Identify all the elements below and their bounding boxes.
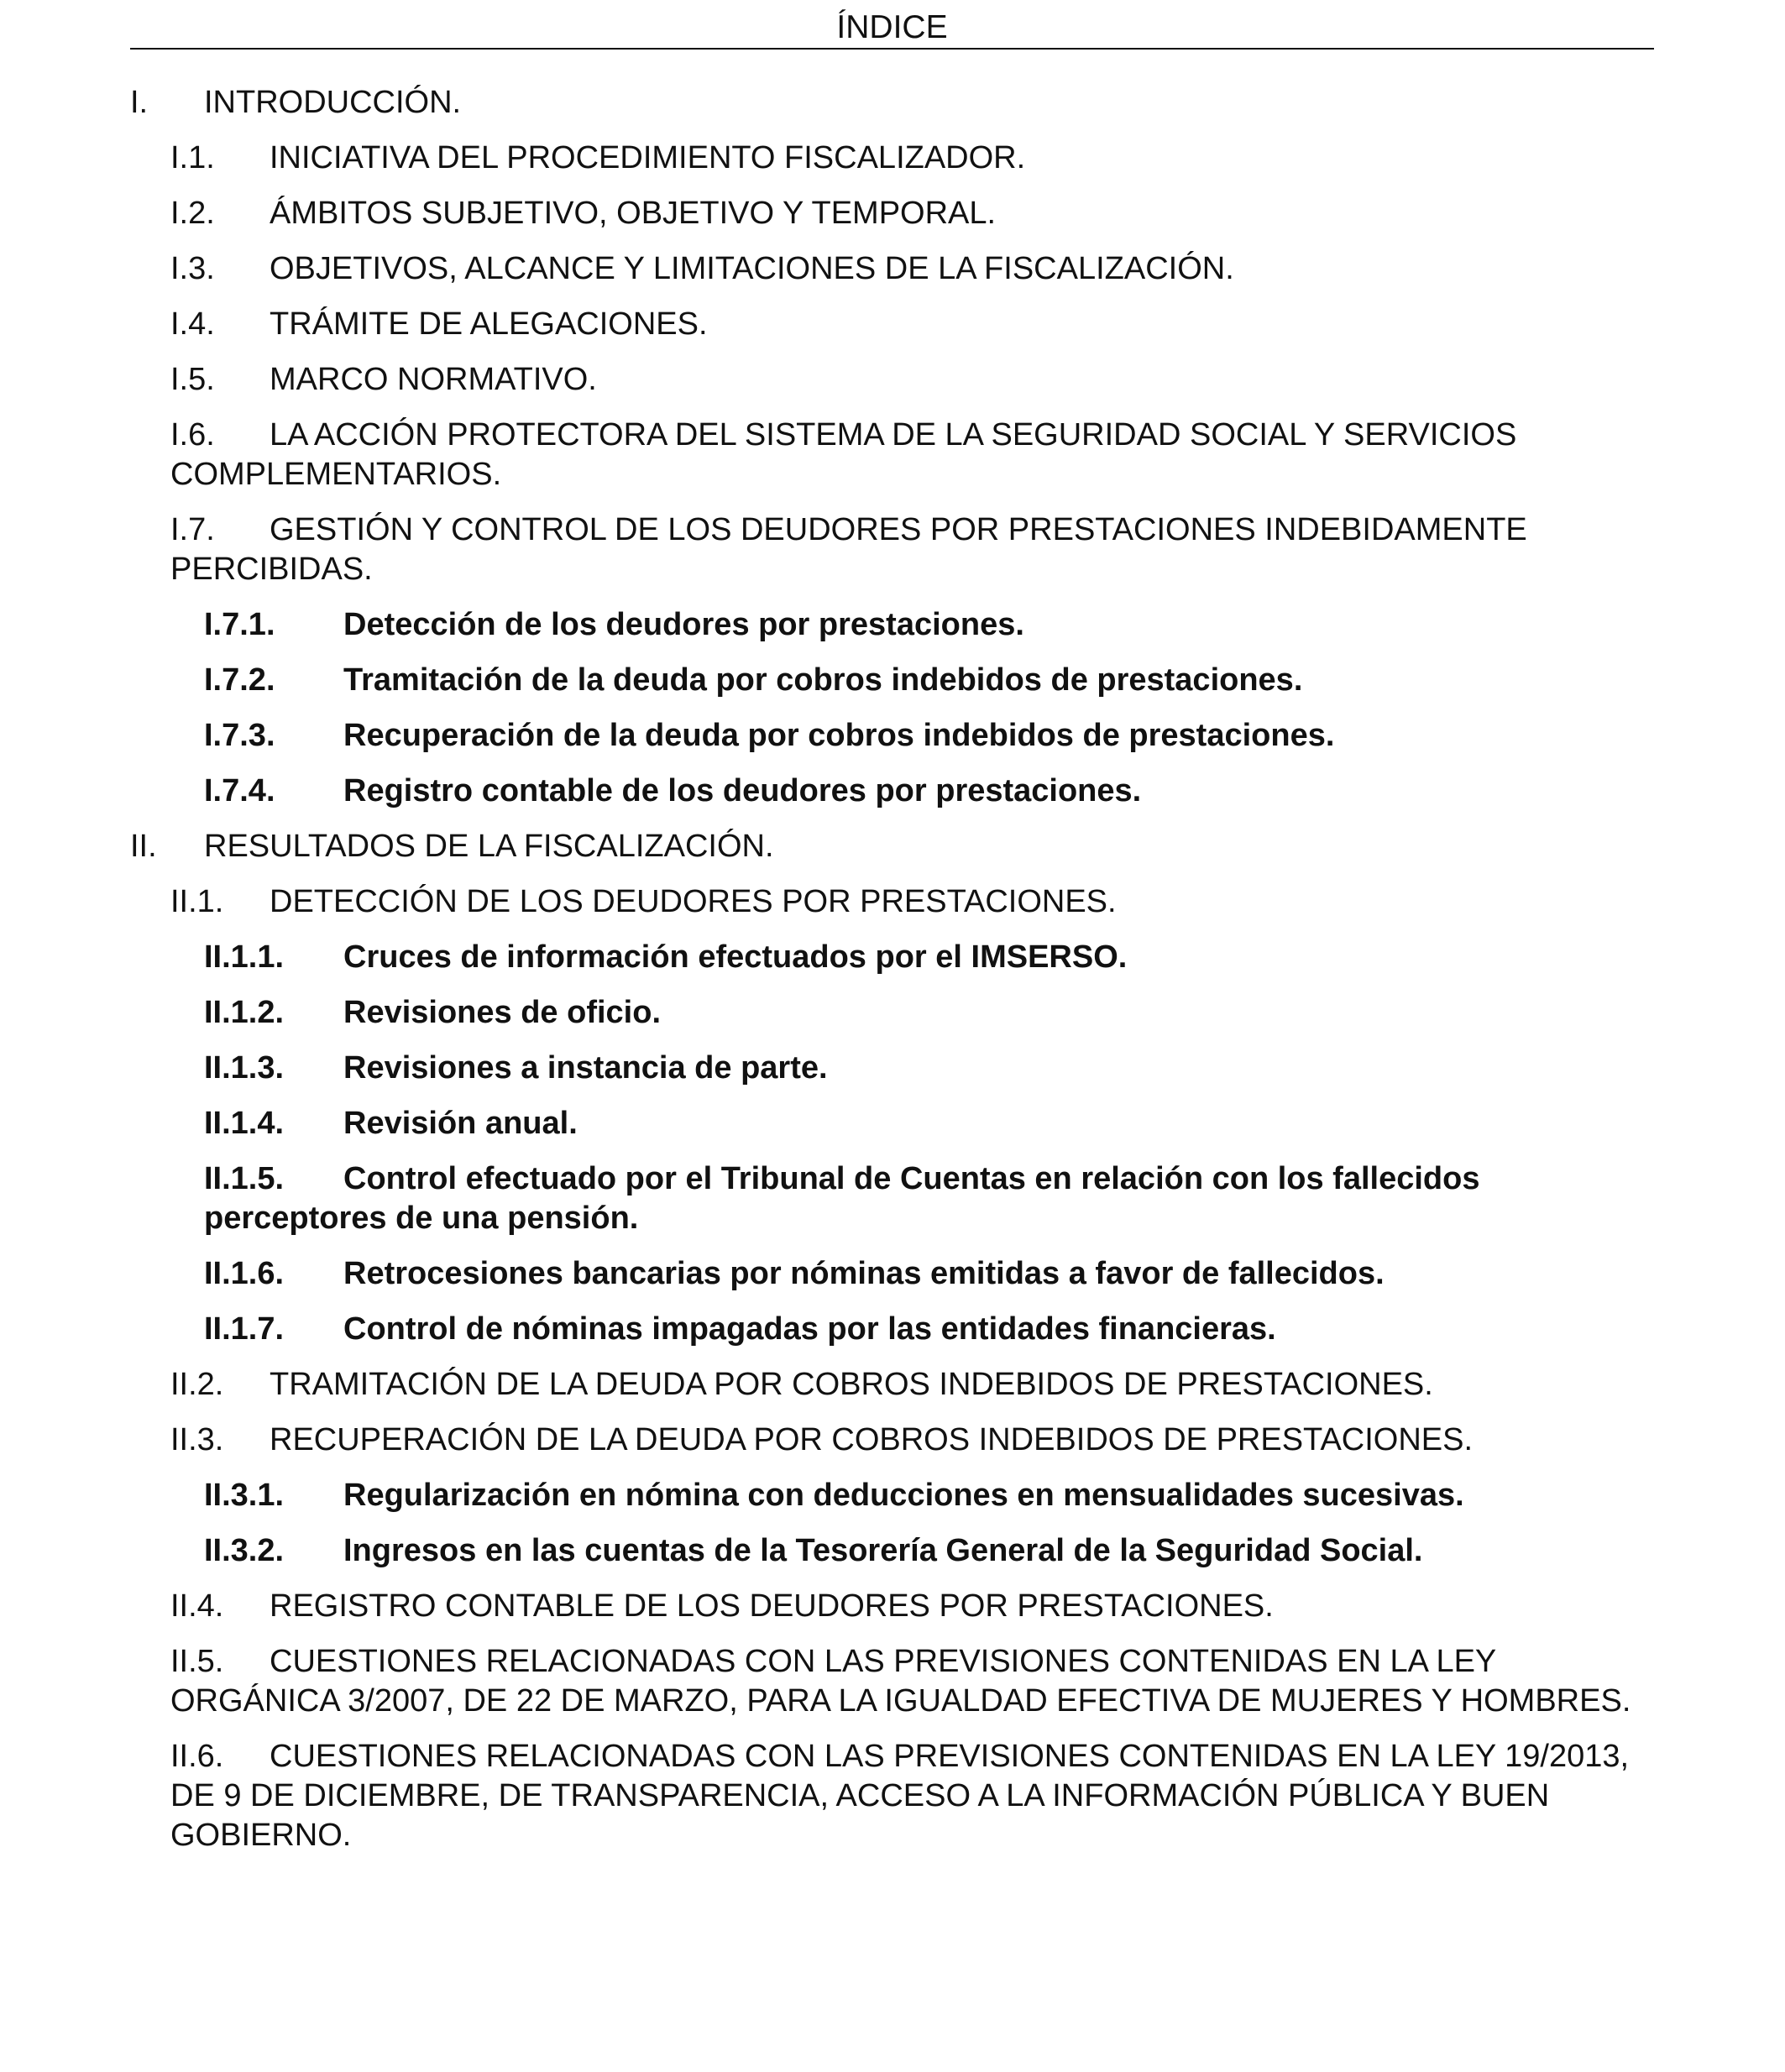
toc-entry[interactable] [130, 1254, 1654, 1294]
toc-entry-number: II.1.3. [204, 1050, 285, 1086]
toc-entry[interactable] [130, 194, 1654, 233]
toc-entry[interactable] [130, 416, 1654, 494]
toc-entry[interactable] [130, 827, 1654, 866]
toc-entry-text: Detección de los deudores por prestaciones. [343, 607, 1024, 642]
toc-entry-text: MARCO NORMATIVO. [270, 362, 597, 397]
toc-entry-number: II.1.1. [204, 939, 285, 975]
toc-entry[interactable] [130, 661, 1654, 700]
document-page [130, 0, 1654, 1871]
toc-entry-number: II.1.7. [204, 1311, 285, 1347]
toc-entry-number: II.6. [170, 1739, 224, 1774]
toc-entry-text: RECUPERACIÓN DE LA DEUDA POR COBROS INDEBIDOS DE PRESTACIONES. [270, 1422, 1474, 1457]
toc-entry[interactable] [130, 1310, 1654, 1349]
toc-entry-text: LA ACCIÓN PROTECTORA DEL SISTEMA DE LA SEGURIDAD SOCIAL Y SERVICIOS COMPLEMENTARIOS. [170, 417, 1517, 492]
toc-entry-number: I.6. [170, 417, 215, 453]
toc-entry-number: II.3.1. [204, 1478, 285, 1513]
toc-entry[interactable] [130, 1365, 1654, 1405]
toc-entry-text: DETECCIÓN DE LOS DEUDORES POR PRESTACIONES. [270, 884, 1117, 919]
toc-entry-text: INICIATIVA DEL PROCEDIMIENTO FISCALIZADOR. [270, 140, 1026, 175]
toc-entry-number: I. [130, 85, 149, 120]
toc-entry-number: II.2. [170, 1367, 224, 1402]
toc-entry-text: CUESTIONES RELACIONADAS CON LAS PREVISIONES CONTENIDAS EN LA LEY ORGÁNICA 3/2007, DE 22 DE MARZO, PARA LA IGUALDAD EFECTIVA DE MUJERES Y HOMBRES. [170, 1644, 1631, 1719]
toc-entry[interactable] [130, 305, 1654, 344]
toc-entry[interactable] [130, 772, 1654, 811]
toc-entry-text: CUESTIONES RELACIONADAS CON LAS PREVISIONES CONTENIDAS EN LA LEY 19/2013, DE 9 DE DICIEMBRE, DE TRANSPARENCIA, ACCESO A LA INFORMACIÓN PÚBLICA Y BUEN GOBIERNO. [170, 1739, 1630, 1853]
toc-entry[interactable] [130, 882, 1654, 922]
toc-entry[interactable] [130, 1531, 1654, 1571]
table-of-contents [130, 83, 1654, 1855]
toc-entry[interactable] [130, 993, 1654, 1033]
toc-entry-number: II.5. [170, 1644, 224, 1679]
toc-entry[interactable] [130, 1421, 1654, 1460]
toc-entry-number: I.7.1. [204, 607, 275, 642]
toc-entry-text: Registro contable de los deudores por prestaciones. [343, 773, 1142, 808]
toc-entry-text: ÁMBITOS SUBJETIVO, OBJETIVO Y TEMPORAL. [270, 196, 997, 231]
toc-entry-text: GESTIÓN Y CONTROL DE LOS DEUDORES POR PRESTACIONES INDEBIDAMENTE PERCIBIDAS. [170, 512, 1527, 587]
toc-entry[interactable] [130, 139, 1654, 178]
toc-entry[interactable] [130, 716, 1654, 756]
toc-entry-number: II.1.5. [204, 1161, 285, 1196]
toc-entry[interactable] [130, 1049, 1654, 1088]
toc-entry-text: TRÁMITE DE ALEGACIONES. [270, 306, 708, 342]
toc-entry-text: Retrocesiones bancarias por nóminas emitidas a favor de fallecidos. [343, 1256, 1385, 1291]
toc-entry-text: Revisiones de oficio. [343, 995, 661, 1030]
toc-entry-text: Tramitación de la deuda por cobros indebidos de prestaciones. [343, 662, 1303, 698]
toc-entry-number: II. [130, 829, 157, 864]
toc-entry[interactable] [130, 605, 1654, 645]
toc-entry-text: Recuperación de la deuda por cobros indebidos de prestaciones. [343, 718, 1335, 753]
toc-entry[interactable] [130, 1642, 1654, 1721]
toc-entry-text: REGISTRO CONTABLE DE LOS DEUDORES POR PRESTACIONES. [270, 1588, 1274, 1624]
toc-entry[interactable] [130, 1104, 1654, 1143]
toc-entry[interactable] [130, 360, 1654, 400]
toc-entry-text: Revisión anual. [343, 1106, 578, 1141]
toc-entry[interactable] [130, 1737, 1654, 1855]
toc-entry-number: I.1. [170, 140, 215, 175]
toc-entry[interactable] [130, 249, 1654, 289]
toc-entry-text: OBJETIVOS, ALCANCE Y LIMITACIONES DE LA FISCALIZACIÓN. [270, 251, 1234, 286]
toc-entry[interactable] [130, 1476, 1654, 1515]
toc-entry-number: I.7. [170, 512, 215, 547]
toc-entry-text: Revisiones a instancia de parte. [343, 1050, 828, 1086]
toc-entry-number: II.1.4. [204, 1106, 285, 1141]
toc-entry-number: II.4. [170, 1588, 224, 1624]
toc-entry-number: I.4. [170, 306, 215, 342]
toc-entry-number: I.5. [170, 362, 215, 397]
toc-entry[interactable] [130, 83, 1654, 123]
toc-entry[interactable] [130, 1159, 1654, 1238]
toc-entry[interactable] [130, 1587, 1654, 1626]
toc-entry-number: I.7.2. [204, 662, 275, 698]
toc-entry-text: TRAMITACIÓN DE LA DEUDA POR COBROS INDEBIDOS DE PRESTACIONES. [270, 1367, 1433, 1402]
toc-entry-number: I.2. [170, 196, 215, 231]
toc-entry-text: Ingresos en las cuentas de la Tesorería General de la Seguridad Social. [343, 1533, 1423, 1568]
toc-entry-number: II.1.2. [204, 995, 285, 1030]
toc-entry[interactable] [130, 510, 1654, 589]
page-title: ÍNDICE [130, 0, 1654, 50]
toc-entry[interactable] [130, 938, 1654, 977]
toc-entry-number: I.7.4. [204, 773, 275, 808]
toc-entry-text: Control efectuado por el Tribunal de Cuentas en relación con los fallecidos perceptores de una pensión. [204, 1161, 1480, 1236]
toc-entry-number: II.3.2. [204, 1533, 285, 1568]
toc-entry-text: Regularización en nómina con deducciones en mensualidades sucesivas. [343, 1478, 1464, 1513]
toc-entry-number: I.3. [170, 251, 215, 286]
toc-entry-number: II.3. [170, 1422, 224, 1457]
toc-entry-text: Cruces de información efectuados por el IMSERSO. [343, 939, 1128, 975]
toc-entry-number: II.1.6. [204, 1256, 285, 1291]
toc-entry-number: II.1. [170, 884, 224, 919]
toc-entry-text: RESULTADOS DE LA FISCALIZACIÓN. [204, 829, 774, 864]
toc-entry-number: I.7.3. [204, 718, 275, 753]
toc-entry-text: Control de nóminas impagadas por las entidades financieras. [343, 1311, 1276, 1347]
toc-entry-text: INTRODUCCIÓN. [204, 85, 462, 120]
